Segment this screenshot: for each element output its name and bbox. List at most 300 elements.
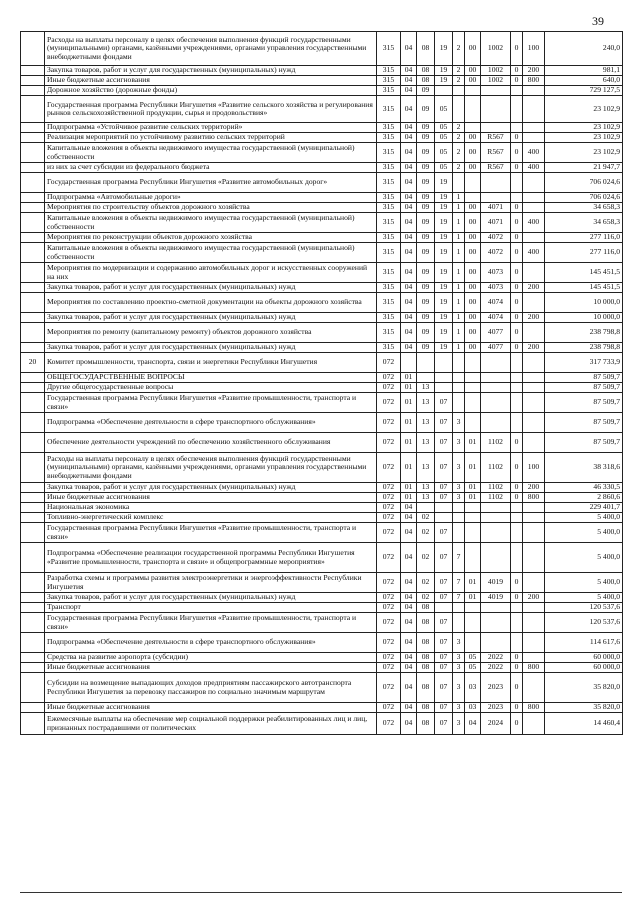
expense-code: 1002 [481, 32, 511, 66]
ministry-code: 315 [377, 66, 401, 76]
extra-code: 0 [511, 493, 523, 503]
section-code: 04 [401, 523, 417, 543]
row-number [21, 213, 45, 233]
section-code: 04 [401, 323, 417, 343]
direction-code: 00 [465, 343, 481, 353]
row-number [21, 123, 45, 133]
table-row [21, 573, 623, 593]
row-number [21, 613, 45, 633]
section-code: 04 [401, 673, 417, 703]
expense-type-code [523, 713, 545, 735]
table-row [21, 163, 623, 173]
extra-code: 0 [511, 653, 523, 663]
row-name: Подпрограмма «Устойчивое развитие сельских территорий» [45, 123, 377, 133]
row-number [21, 66, 45, 76]
expense-type-code [523, 383, 545, 393]
program-code: 05 [435, 133, 453, 143]
row-amount: 87 509,7 [545, 383, 623, 393]
expense-type-code [523, 293, 545, 313]
program-code: 19 [435, 203, 453, 213]
expense-type-code [523, 673, 545, 703]
extra-code: 0 [511, 313, 523, 323]
ministry-code: 072 [377, 513, 401, 523]
row-name: Обеспечение деятельности учреждений по обеспечению хозяйственного обслуживания [45, 433, 377, 453]
ministry-code: 315 [377, 123, 401, 133]
subprogram-code [453, 393, 465, 413]
section-code: 04 [401, 213, 417, 233]
expense-code: 4019 [481, 573, 511, 593]
program-code: 19 [435, 293, 453, 313]
ministry-code: 072 [377, 523, 401, 543]
row-number [21, 86, 45, 96]
direction-code [465, 96, 481, 123]
subsection-code: 09 [417, 293, 435, 313]
expense-code: 4019 [481, 593, 511, 603]
subprogram-code [453, 513, 465, 523]
table-row [21, 76, 623, 86]
extra-code [511, 603, 523, 613]
row-amount: 10 000,0 [545, 313, 623, 323]
program-code [435, 86, 453, 96]
row-number [21, 32, 45, 66]
expense-type-code: 400 [523, 163, 545, 173]
row-name: Государственная программа Республики Ингушетия «Развитие промышленности, транспорта и связи» [45, 613, 377, 633]
section-code: 04 [401, 193, 417, 203]
row-name: Дорожное хозяйство (дорожные фонды) [45, 86, 377, 96]
extra-code: 0 [511, 133, 523, 143]
row-amount: 238 798,8 [545, 323, 623, 343]
program-code: 19 [435, 213, 453, 233]
program-code: 07 [435, 453, 453, 483]
subsection-code [417, 353, 435, 373]
direction-code: 00 [465, 76, 481, 86]
page-number: 39 [592, 14, 604, 28]
program-code: 07 [435, 523, 453, 543]
ministry-code: 072 [377, 633, 401, 653]
subprogram-code: 3 [453, 493, 465, 503]
table-row [21, 493, 623, 503]
ministry-code: 315 [377, 76, 401, 86]
row-amount: 23 102,9 [545, 143, 623, 163]
subprogram-code: 1 [453, 193, 465, 203]
table-row [21, 433, 623, 453]
subprogram-code [453, 373, 465, 383]
subprogram-code: 1 [453, 313, 465, 323]
expense-code [481, 96, 511, 123]
ministry-code: 072 [377, 713, 401, 735]
expense-code [481, 173, 511, 193]
expense-type-code [523, 133, 545, 143]
row-number [21, 173, 45, 193]
program-code: 07 [435, 653, 453, 663]
row-amount: 34 658,3 [545, 203, 623, 213]
table-row [21, 203, 623, 213]
subsection-code [417, 503, 435, 513]
program-code: 19 [435, 243, 453, 263]
subsection-code: 08 [417, 633, 435, 653]
row-amount: 14 460,4 [545, 713, 623, 735]
subsection-code: 09 [417, 143, 435, 163]
section-code: 04 [401, 32, 417, 66]
row-name: Государственная программа Республики Ингушетия «Развитие промышленности, транспорта и связи» [45, 523, 377, 543]
row-amount: 120 537,6 [545, 603, 623, 613]
table-row [21, 323, 623, 343]
subprogram-code [453, 173, 465, 193]
extra-code [511, 503, 523, 513]
expense-code [481, 543, 511, 573]
program-code: 07 [435, 663, 453, 673]
row-amount: 317 733,9 [545, 353, 623, 373]
table-row [21, 543, 623, 573]
row-number [21, 673, 45, 703]
extra-code: 0 [511, 213, 523, 233]
row-number [21, 523, 45, 543]
subsection-code: 02 [417, 593, 435, 603]
row-number [21, 453, 45, 483]
direction-code [465, 173, 481, 193]
row-number [21, 703, 45, 713]
program-code: 19 [435, 76, 453, 86]
expense-code: 1002 [481, 76, 511, 86]
row-amount: 114 617,6 [545, 633, 623, 653]
extra-code [511, 353, 523, 373]
direction-code: 01 [465, 483, 481, 493]
subprogram-code: 3 [453, 433, 465, 453]
expense-type-code [523, 373, 545, 383]
extra-code: 0 [511, 433, 523, 453]
program-code: 19 [435, 66, 453, 76]
section-code: 01 [401, 453, 417, 483]
table-row [21, 653, 623, 663]
table-row [21, 32, 623, 66]
expense-code: 4071 [481, 213, 511, 233]
expense-type-code: 800 [523, 493, 545, 503]
row-name: Капитальные вложения в объекты недвижимого имущества государственной (муниципальной) собственности [45, 143, 377, 163]
direction-code: 00 [465, 263, 481, 283]
extra-code [511, 383, 523, 393]
row-amount: 640,0 [545, 76, 623, 86]
expense-type-code [523, 393, 545, 413]
row-amount: 729 127,5 [545, 86, 623, 96]
program-code [435, 513, 453, 523]
subprogram-code: 1 [453, 263, 465, 283]
extra-code: 0 [511, 143, 523, 163]
extra-code: 0 [511, 203, 523, 213]
section-code: 01 [401, 413, 417, 433]
section-code: 04 [401, 66, 417, 76]
ministry-code: 315 [377, 193, 401, 203]
subprogram-code: 1 [453, 323, 465, 343]
section-code: 04 [401, 503, 417, 513]
ministry-code: 072 [377, 433, 401, 453]
expense-type-code [523, 203, 545, 213]
row-amount: 87 509,7 [545, 413, 623, 433]
extra-code: 0 [511, 32, 523, 66]
subsection-code: 09 [417, 193, 435, 203]
direction-code: 01 [465, 573, 481, 593]
ministry-code: 072 [377, 573, 401, 593]
expense-type-code: 800 [523, 76, 545, 86]
row-name: Государственная программа Республики Ингушетия «Развитие сельского хозяйства и регулирования рынков сельскохозяйственной продукции, сырья и продовольствия» [45, 96, 377, 123]
table-row [21, 213, 623, 233]
expense-code: 2023 [481, 703, 511, 713]
ministry-code: 072 [377, 393, 401, 413]
expense-code: 4074 [481, 293, 511, 313]
section-code: 04 [401, 653, 417, 663]
expense-code: 4072 [481, 233, 511, 243]
ministry-code: 315 [377, 133, 401, 143]
expense-code: R567 [481, 143, 511, 163]
program-code: 19 [435, 193, 453, 203]
table-row [21, 483, 623, 493]
expense-type-code [523, 653, 545, 663]
ministry-code: 315 [377, 96, 401, 123]
expense-type-code: 200 [523, 343, 545, 353]
row-amount: 87 509,7 [545, 373, 623, 383]
section-code: 04 [401, 233, 417, 243]
subsection-code: 09 [417, 313, 435, 323]
subsection-code: 13 [417, 383, 435, 393]
subprogram-code: 1 [453, 283, 465, 293]
section-code: 04 [401, 86, 417, 96]
subprogram-code: 3 [453, 483, 465, 493]
row-number [21, 393, 45, 413]
expense-code: 1002 [481, 66, 511, 76]
extra-code: 0 [511, 243, 523, 263]
direction-code: 01 [465, 453, 481, 483]
subsection-code: 09 [417, 243, 435, 263]
row-name: Топливно-энергетический комплекс [45, 513, 377, 523]
expense-type-code: 200 [523, 66, 545, 76]
program-code: 19 [435, 343, 453, 353]
ministry-code: 072 [377, 483, 401, 493]
direction-code [465, 603, 481, 613]
subprogram-code: 2 [453, 76, 465, 86]
row-number [21, 263, 45, 283]
section-code: 04 [401, 243, 417, 263]
subprogram-code: 2 [453, 163, 465, 173]
ministry-code: 315 [377, 173, 401, 193]
direction-code [465, 86, 481, 96]
expense-code: 2022 [481, 653, 511, 663]
table-row [21, 173, 623, 193]
expense-code: 4073 [481, 263, 511, 283]
table-row [21, 703, 623, 713]
program-code: 19 [435, 233, 453, 243]
row-number [21, 593, 45, 603]
subprogram-code [453, 523, 465, 543]
table-row [21, 313, 623, 323]
row-number [21, 413, 45, 433]
subsection-code: 13 [417, 453, 435, 483]
subsection-code: 02 [417, 523, 435, 543]
extra-code [511, 633, 523, 653]
expense-type-code: 400 [523, 143, 545, 163]
table-row [21, 233, 623, 243]
row-number [21, 713, 45, 735]
extra-code: 0 [511, 573, 523, 593]
expense-code: 1102 [481, 483, 511, 493]
extra-code [511, 393, 523, 413]
row-name: Мероприятия по составлению проектно-сметной документации на объекты дорожного хозяйства [45, 293, 377, 313]
row-amount: 120 537,6 [545, 613, 623, 633]
section-code: 04 [401, 513, 417, 523]
subprogram-code: 3 [453, 653, 465, 663]
subprogram-code: 3 [453, 413, 465, 433]
table-row [21, 453, 623, 483]
row-amount: 277 116,0 [545, 243, 623, 263]
row-name: Разработка схемы и программы развития электроэнергетики и энергоэффективности Республики Ингушетия [45, 573, 377, 593]
extra-code [511, 513, 523, 523]
expense-type-code: 800 [523, 663, 545, 673]
subprogram-code [453, 383, 465, 393]
expense-type-code [523, 353, 545, 373]
row-name: Иные бюджетные ассигнования [45, 663, 377, 673]
row-amount: 21 947,7 [545, 163, 623, 173]
ministry-code: 315 [377, 143, 401, 163]
subsection-code: 09 [417, 213, 435, 233]
table-row [21, 343, 623, 353]
row-name: Иные бюджетные ассигнования [45, 493, 377, 503]
ministry-code: 072 [377, 703, 401, 713]
expense-type-code: 100 [523, 453, 545, 483]
program-code [435, 353, 453, 373]
section-code: 04 [401, 543, 417, 573]
ministry-code: 315 [377, 293, 401, 313]
direction-code [465, 543, 481, 573]
ministry-code: 072 [377, 453, 401, 483]
subsection-code: 08 [417, 76, 435, 86]
section-code: 04 [401, 313, 417, 323]
row-name: Мероприятия по реконструкции объектов дорожного хозяйства [45, 233, 377, 243]
expense-code [481, 633, 511, 653]
section-code: 01 [401, 433, 417, 453]
row-amount: 46 330,5 [545, 483, 623, 493]
subprogram-code: 7 [453, 573, 465, 593]
program-code: 07 [435, 413, 453, 433]
extra-code [511, 413, 523, 433]
subsection-code: 08 [417, 66, 435, 76]
program-code: 07 [435, 613, 453, 633]
row-amount: 87 509,7 [545, 433, 623, 453]
subprogram-code: 2 [453, 32, 465, 66]
row-number [21, 603, 45, 613]
program-code: 07 [435, 543, 453, 573]
row-amount: 145 451,5 [545, 263, 623, 283]
table-row [21, 503, 623, 513]
program-code: 19 [435, 32, 453, 66]
ministry-code: 315 [377, 233, 401, 243]
direction-code [465, 393, 481, 413]
table-row [21, 593, 623, 603]
direction-code: 00 [465, 143, 481, 163]
program-code: 19 [435, 263, 453, 283]
row-name: Закупка товаров, работ и услуг для государственных (муниципальных) нужд [45, 66, 377, 76]
row-name: Комитет промышленности, транспорта, связи и энергетики Республики Ингушетия [45, 353, 377, 373]
ministry-code: 072 [377, 603, 401, 613]
table-row [21, 243, 623, 263]
program-code [435, 503, 453, 513]
row-amount: 23 102,9 [545, 96, 623, 123]
row-name: Мероприятия по строительству объектов дорожного хозяйства [45, 203, 377, 213]
table-row [21, 193, 623, 203]
subsection-code: 08 [417, 673, 435, 703]
table-row [21, 263, 623, 283]
expense-code [481, 123, 511, 133]
row-number [21, 293, 45, 313]
ministry-code: 315 [377, 323, 401, 343]
row-number [21, 323, 45, 343]
direction-code: 00 [465, 313, 481, 323]
program-code: 19 [435, 323, 453, 343]
row-name: Субсидии на возмещение выпадающих доходов предприятиям пассажирского автотранспорта Республики Ингушетия за перевозку пассажиров по социально значимым маршрутам [45, 673, 377, 703]
row-name: Закупка товаров, работ и услуг для государственных (муниципальных) нужд [45, 593, 377, 603]
expense-code: R567 [481, 163, 511, 173]
direction-code [465, 353, 481, 373]
subprogram-code: 3 [453, 663, 465, 673]
expense-type-code: 200 [523, 283, 545, 293]
row-name: Расходы на выплаты персоналу в целях обеспечения выполнения функций государственными (муниципальными) органами, казёнными учреждениями, органами управления государственными внебюджетными фондами [45, 453, 377, 483]
program-code: 07 [435, 483, 453, 493]
subprogram-code: 1 [453, 243, 465, 263]
subprogram-code: 3 [453, 703, 465, 713]
extra-code: 0 [511, 323, 523, 343]
direction-code: 01 [465, 493, 481, 503]
expense-code: 1102 [481, 493, 511, 503]
ministry-code: 072 [377, 593, 401, 603]
row-name: Мероприятия по модернизации и содержанию автомобильных дорог и искусственных сооружений на них [45, 263, 377, 283]
direction-code: 00 [465, 323, 481, 343]
expense-type-code [523, 503, 545, 513]
row-amount: 38 318,6 [545, 453, 623, 483]
ministry-code: 072 [377, 613, 401, 633]
expense-code [481, 413, 511, 433]
table-row [21, 673, 623, 703]
table-row [21, 613, 623, 633]
extra-code: 0 [511, 663, 523, 673]
row-amount: 60 000,0 [545, 653, 623, 663]
ministry-code: 315 [377, 343, 401, 353]
ministry-code: 315 [377, 86, 401, 96]
row-name: Реализация мероприятий по устойчивому развитию сельских территорий [45, 133, 377, 143]
expense-code: 2024 [481, 713, 511, 735]
section-code: 04 [401, 203, 417, 213]
row-amount: 145 451,5 [545, 283, 623, 293]
ministry-code: 072 [377, 383, 401, 393]
direction-code: 00 [465, 163, 481, 173]
extra-code: 0 [511, 233, 523, 243]
program-code: 07 [435, 713, 453, 735]
expense-code [481, 503, 511, 513]
subsection-code: 09 [417, 343, 435, 353]
subprogram-code: 2 [453, 133, 465, 143]
expense-code [481, 373, 511, 383]
row-name: Капитальные вложения в объекты недвижимого имущества государственной (муниципальной) собственности [45, 213, 377, 233]
section-code: 04 [401, 703, 417, 713]
expense-type-code [523, 323, 545, 343]
direction-code: 00 [465, 293, 481, 313]
expense-code [481, 383, 511, 393]
section-code: 04 [401, 573, 417, 593]
budget-table-body [21, 32, 623, 735]
direction-code [465, 613, 481, 633]
ministry-code: 072 [377, 413, 401, 433]
row-name: Мероприятия по ремонту (капитальному ремонту) объектов дорожного хозяйства [45, 323, 377, 343]
ministry-code: 072 [377, 353, 401, 373]
subsection-code [417, 373, 435, 383]
row-name: Закупка товаров, работ и услуг для государственных (муниципальных) нужд [45, 283, 377, 293]
subprogram-code: 1 [453, 233, 465, 243]
